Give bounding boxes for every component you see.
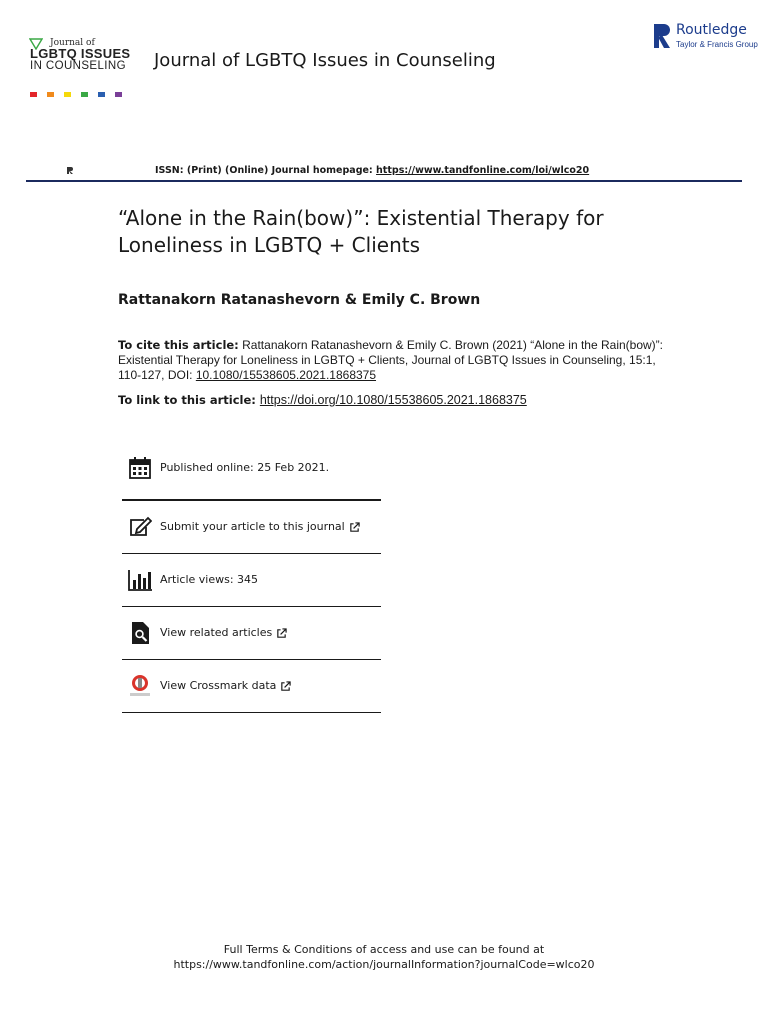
crossmark-link[interactable]: View Crossmark data <box>160 679 277 692</box>
article-authors: Rattanakorn Ratanashevorn & Emily C. Brown <box>118 292 481 308</box>
related-articles-link[interactable]: View related articles <box>160 626 273 639</box>
cover-title <box>30 38 140 72</box>
article-views: Article views: 345 <box>160 573 259 586</box>
footer-terms-link[interactable]: https://www.tandfonline.com/action/journalInformation?journalCode=wlco20 <box>173 958 595 971</box>
issn-line <box>155 165 589 176</box>
citation-label: To cite this article: <box>118 338 239 352</box>
bar-chart-icon <box>128 568 152 592</box>
rainbow-bar <box>98 92 105 97</box>
citation-doi-link[interactable]: 10.1080/15538605.2021.1868375 <box>195 368 377 382</box>
citation-text: Rattanakorn Ratanashevorn & Emily C. Brown (2021) “Alone in the Rain(bow)”: Existential Therapy for Loneliness in LGBTQ + Clients, Journal of LGBTQ Issues in Counseling, 15:1, 110-127, DOI: <box>118 338 663 382</box>
footer <box>0 942 768 972</box>
article-doi-link[interactable]: https://doi.org/10.1080/15538605.2021.1868375 <box>259 393 527 407</box>
external-link-icon <box>276 628 287 639</box>
rainbow-bar <box>64 92 71 97</box>
article-link-line <box>118 393 527 407</box>
calendar-icon <box>128 456 152 480</box>
publisher-name: Routledge <box>676 22 747 38</box>
header-rule <box>26 180 742 182</box>
cover-line-2: LGBTQ ISSUES <box>30 46 131 61</box>
issn-label: ISSN: (Print) (Online) Journal homepage: <box>155 165 377 176</box>
edit-icon <box>128 515 152 539</box>
rainbow-bar <box>47 92 54 97</box>
published-date: Published online: 25 Feb 2021. <box>160 461 330 474</box>
rainbow-bars <box>30 92 122 97</box>
journal-title: Journal of LGBTQ Issues in Counseling <box>154 50 496 71</box>
rainbow-bar <box>30 92 37 97</box>
routledge-small-logo <box>67 167 73 174</box>
document-search-icon <box>128 621 152 645</box>
publisher-sub: Taylor & Francis Group <box>676 40 758 49</box>
journal-homepage-link[interactable]: https://www.tandfonline.com/loi/wlco20 <box>376 165 590 176</box>
related-articles-row[interactable] <box>122 607 381 660</box>
article-info-list <box>122 442 381 713</box>
citation-block <box>118 338 678 383</box>
article-title: “Alone in the Rain(bow)”: Existential Therapy for Loneliness in LGBTQ + Clients <box>118 206 604 257</box>
cover-line-3: IN COUNSELING <box>30 60 126 72</box>
rainbow-bar <box>81 92 88 97</box>
crossmark-icon <box>128 674 152 698</box>
submit-article-link[interactable]: Submit your article to this journal <box>160 520 345 533</box>
routledge-r-icon <box>652 22 672 50</box>
external-link-icon <box>349 522 360 533</box>
routledge-mini-icon <box>67 167 73 174</box>
cover-line-1: Journal of <box>50 38 95 48</box>
footer-line-1: Full Terms & Conditions of access and use can be found at <box>223 943 545 956</box>
published-row <box>122 442 381 501</box>
submit-article-row[interactable] <box>122 501 381 554</box>
journal-cover-logo <box>24 18 144 130</box>
crossmark-row[interactable] <box>122 660 381 713</box>
external-link-icon <box>280 681 291 692</box>
publisher-logo[interactable] <box>652 22 758 52</box>
rainbow-bar <box>115 92 122 97</box>
article-views-row <box>122 554 381 607</box>
article-link-label: To link to this article: <box>118 393 256 407</box>
